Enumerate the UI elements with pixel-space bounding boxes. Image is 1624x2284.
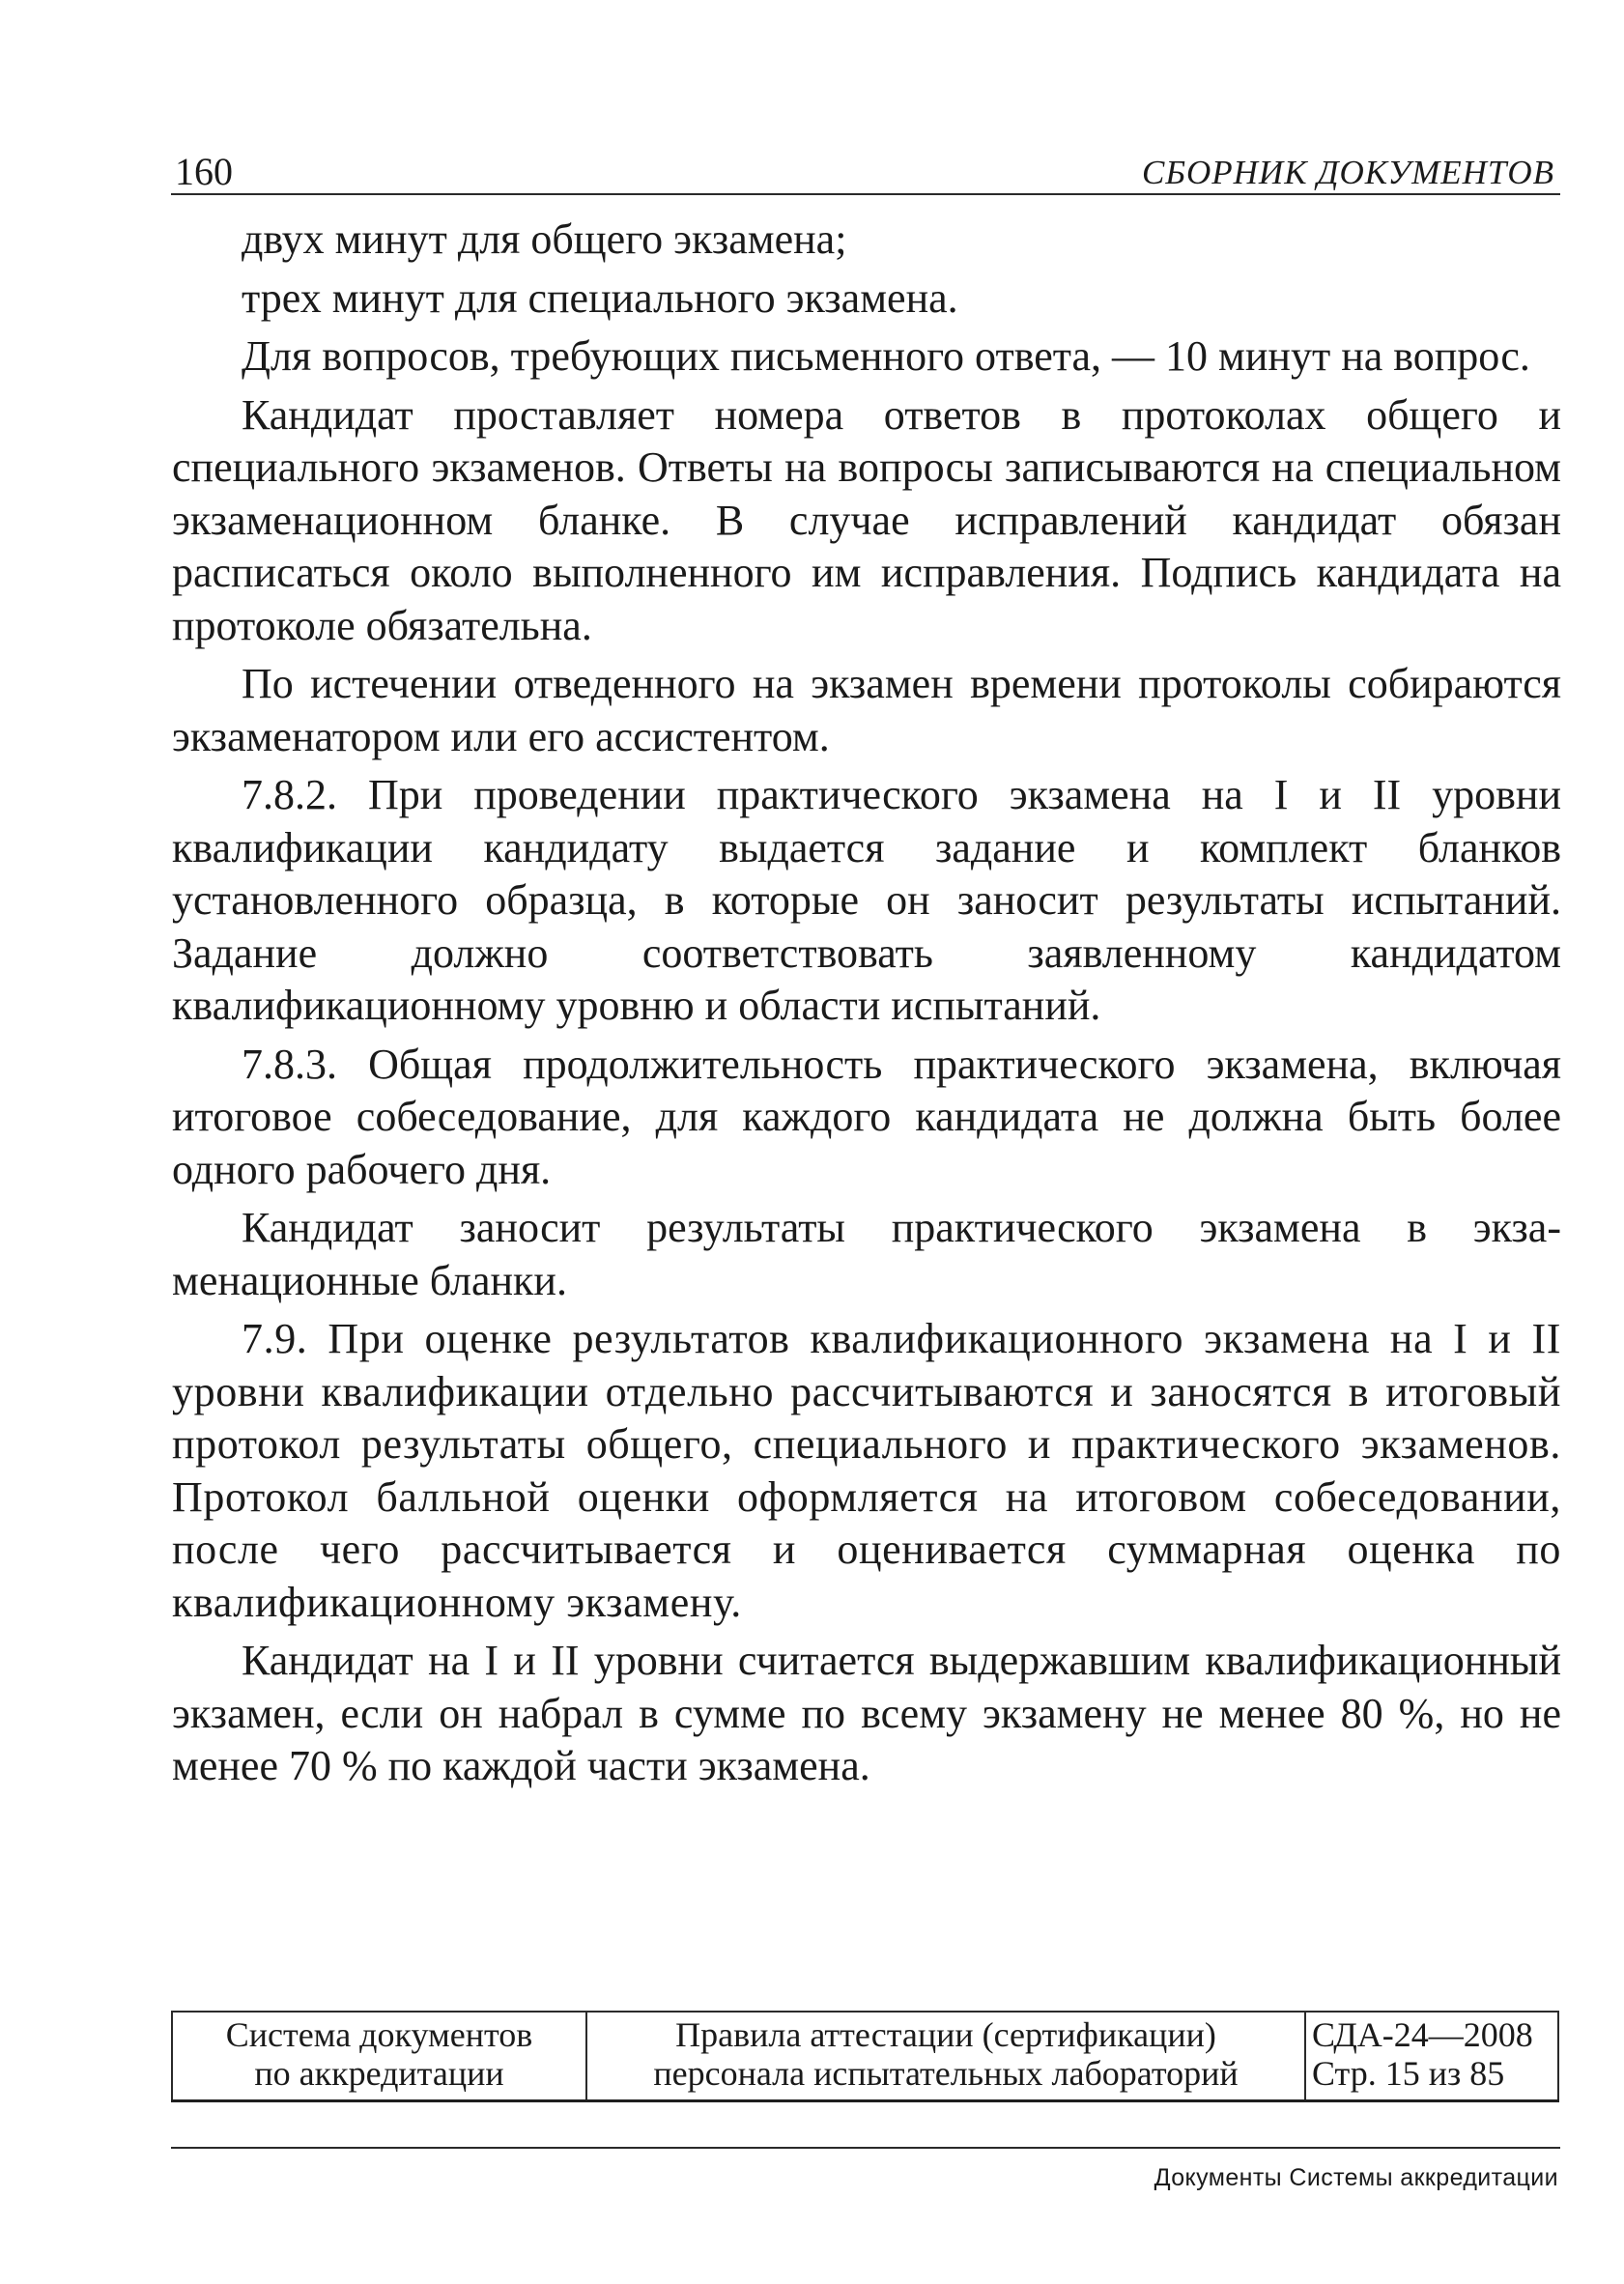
paragraph-7-9: 7.9. При оценке результатов квалификационного экзамена на I и II уровни квалификации отдельно рассчитываются и заносятся в итоговый протокол результаты общего, специального и практического экзаменов. Протокол балльной оценки оформляется на итоговом собеседовании, после чего рассчитывается и оценивается суммарная оценка по квалификационному экзамену. (172, 1315, 1561, 1626)
stamp-system-cell (172, 2012, 586, 2100)
table-row (172, 2012, 1558, 2100)
stamp-rules-cell (586, 2012, 1305, 2100)
stamp-rules-line: Правила аттестации (сертификации) (675, 2015, 1216, 2054)
paragraph: двух минут для общего экзамена; (242, 215, 847, 263)
footer-caption: Документы Системы аккредитации (1154, 2164, 1558, 2191)
footer-divider (171, 2147, 1560, 2149)
stamp-rules-line: персонала испытательных лабораторий (653, 2054, 1239, 2094)
stamp-document-code: СДА-24—2008 (1312, 2015, 1533, 2054)
page-number: 160 (175, 150, 233, 193)
stamp-system-line: Система документов (225, 2015, 533, 2054)
paragraph: трех минут для специального экзамена. (242, 273, 958, 322)
paragraph: Кандидат проставляет номера ответов в протоколах общего и специального экзаменов. Ответы на вопросы записываются на специальном экзаменационном бланке. В случае исправлений кандидат обязан расписаться около выполненного им исправления. Подпись кандидата на протоколе обязательна. (172, 390, 1561, 649)
stamp-page-reference: Стр. 15 из 85 (1312, 2054, 1505, 2094)
running-header (171, 143, 1560, 195)
paragraph-7-8-3: 7.8.3. Общая продолжительность практического экзамена, включая итоговое собеседование, для каждого кандидата не должна быть более одного рабочего дня. (172, 1040, 1561, 1193)
paragraph: Кандидат заносит результаты практического экзамена в экзаменационные бланки. (172, 1204, 1561, 1304)
running-header-title: СБОРНИК ДОКУМЕНТОВ (1142, 154, 1554, 191)
stamp-code-cell (1305, 2012, 1558, 2100)
stamp-system-line: по аккредитации (254, 2054, 504, 2094)
paragraph: Кандидат на I и II уровни считается выдержавшим квалификационный экзамен, если он набрал в сумме по всему экзамену не менее 80 %, но не менее 70 % по каждой части экзамена. (172, 1637, 1561, 1789)
body-text (172, 214, 1561, 1793)
paragraph: По истечении отведенного на экзамен времени протоколы собираются экзаменатором или его ассистентом. (172, 660, 1561, 760)
document-stamp-table (171, 2011, 1559, 2102)
paragraph-7-8-2: 7.8.2. При проведении практического экзамена на I и II уровни квалификации кандидату выдается задание и комплект бланков установленного образца, в которые он заносит результаты испытаний. Задание должно соответствовать заявленному кандидатом квалификационному уровню и области испытаний. (172, 771, 1561, 1029)
paragraph: Для вопросов, требующих письменного ответа, — 10 минут на вопрос. (242, 332, 1530, 380)
